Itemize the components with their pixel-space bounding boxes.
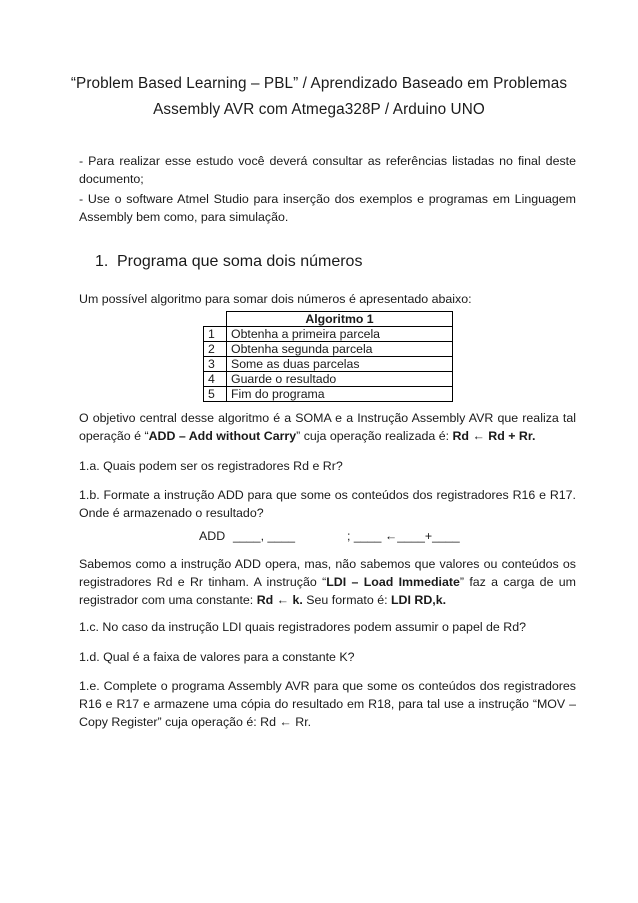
step-number: 5 (204, 387, 227, 402)
ldi-operation: Rd ← k. (256, 593, 303, 607)
document-title: “Problem Based Learning – PBL” / Aprendizado Baseado em Problemas (70, 75, 568, 92)
table-row (204, 327, 453, 342)
section-heading (95, 253, 362, 271)
step-number: 3 (204, 357, 227, 372)
add-comment-blank: ; ____ ←____+____ (347, 529, 460, 543)
question-1c: 1.c. No caso da instrução LDI quais registradores podem assumir o papel de Rd? (79, 620, 526, 634)
algorithm-table (203, 311, 453, 402)
section-title: Programa que soma dois números (117, 253, 363, 270)
section-number: 1. (95, 253, 109, 270)
table-row (204, 387, 453, 402)
ldi-paragraph: Sabemos como a instrução ADD opera, mas, não sabemos que valores ou conteúdos os registradores Rd e Rr tinham. A instrução “LDI – Load Immediate” faz a carga de um registrador com uma constante: Rd ← k. Seu formato é: LDI RD,k. (79, 557, 576, 607)
intro-paragraph-2: - Use o software Atmel Studio para inserção dos exemplos e programas em Linguagem Assembly bem como, para simulação. (79, 192, 576, 224)
step-text: Obtenha a primeira parcela (227, 327, 453, 342)
objective-paragraph: O objetivo central desse algoritmo é a SOMA e a Instrução Assembly AVR que realiza tal operação é “ADD – Add without Carry” cuja operação realizada é: Rd ← Rd + Rr. (79, 411, 576, 443)
step-text: Obtenha segunda parcela (227, 342, 453, 357)
question-1a: 1.a. Quais podem ser os registradores Rd e Rr? (79, 459, 343, 473)
step-text: Some as duas parcelas (227, 357, 453, 372)
table-row (204, 357, 453, 372)
step-text: Guarde o resultado (227, 372, 453, 387)
question-1b: 1.b. Formate a instrução ADD para que some os conteúdos dos registradores R16 e R17. Onde é armazenado o resultado? (79, 488, 576, 520)
add-mnemonic: ADD (199, 529, 226, 543)
ldi-format: LDI RD,k. (390, 593, 447, 607)
add-instruction-name: ADD – Add without Carry (148, 429, 297, 443)
algorithm-intro: Um possível algoritmo para somar dois números é apresentado abaixo: (79, 292, 472, 306)
step-text: Fim do programa (227, 387, 453, 402)
table-row (204, 372, 453, 387)
step-number: 1 (204, 327, 227, 342)
step-number: 4 (204, 372, 227, 387)
ldi-instruction-name: LDI – Load Immediate (326, 575, 460, 589)
document-subtitle: Assembly AVR com Atmega328P / Arduino UNO (153, 101, 485, 118)
step-number: 2 (204, 342, 227, 357)
question-1d: 1.d. Qual é a faixa de valores para a constante K? (79, 650, 355, 664)
algorithm-header-row (204, 312, 453, 327)
table-row (204, 342, 453, 357)
question-1e: 1.e. Complete o programa Assembly AVR para que some os conteúdos dos registradores R16 e R17 e armazene uma cópia do resultado em R18, para tal use a instrução “MOV – Copy Register” cuja operação é: Rd ← Rr. (79, 679, 576, 729)
add-operands-blank: ____, ____ (233, 529, 296, 543)
intro-paragraph-1: - Para realizar esse estudo você deverá consultar as referências listadas no final deste documento; (79, 154, 576, 186)
algorithm-header: Algoritmo 1 (227, 312, 453, 327)
add-operation: Rd ← Rd + Rr. (452, 429, 536, 443)
